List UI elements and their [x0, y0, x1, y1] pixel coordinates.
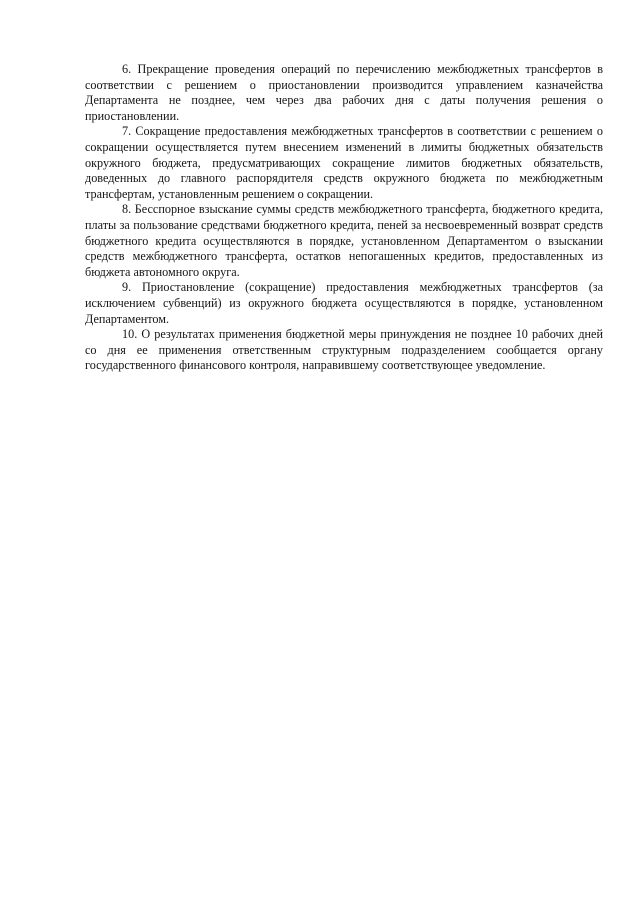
paragraph-6: 6. Прекращение проведения операций по перечислению межбюджетных трансфертов в соответствии с решением о приостановлении производится управлением казначейства Департамента не позднее, чем через два рабочих дня с даты получения решения о приостановлении. — [85, 62, 603, 123]
paragraph-9: 9. Приостановление (сокращение) предоставления межбюджетных трансфертов (за исключением субвенций) из окружного бюджета осуществляются в порядке, установленном Департаментом. — [85, 280, 603, 326]
paragraph-7: 7. Сокращение предоставления межбюджетных трансфертов в соответствии с решением о сокращении осуществляется путем внесением изменений в лимиты бюджетных обязательств окружного бюджета, предусматривающих сокращение лимитов бюджетных обязательств, доведенных до главного распорядителя средств окружного бюджета по межбюджетным трансфертам, установленным решением о сокращении. — [85, 124, 603, 201]
paragraph-8: 8. Бесспорное взыскание суммы средств межбюджетного трансферта, бюджетного кредита, платы за пользование средствами бюджетного кредита, пеней за несвоевременный возврат средств бюджетного кредита осуществляются в порядке, установленном Департаментом о взыскании средств межбюджетного трансферта, остатков непогашенных кредитов, предоставленных из бюджета автономного округа. — [85, 202, 603, 279]
document-body — [85, 62, 603, 374]
paragraph-10: 10. О результатах применения бюджетной меры принуждения не позднее 10 рабочих дней со дня ее применения ответственным структурным подразделением сообщается органу государственного финансового контроля, направившему соответствующее уведомление. — [85, 327, 603, 373]
